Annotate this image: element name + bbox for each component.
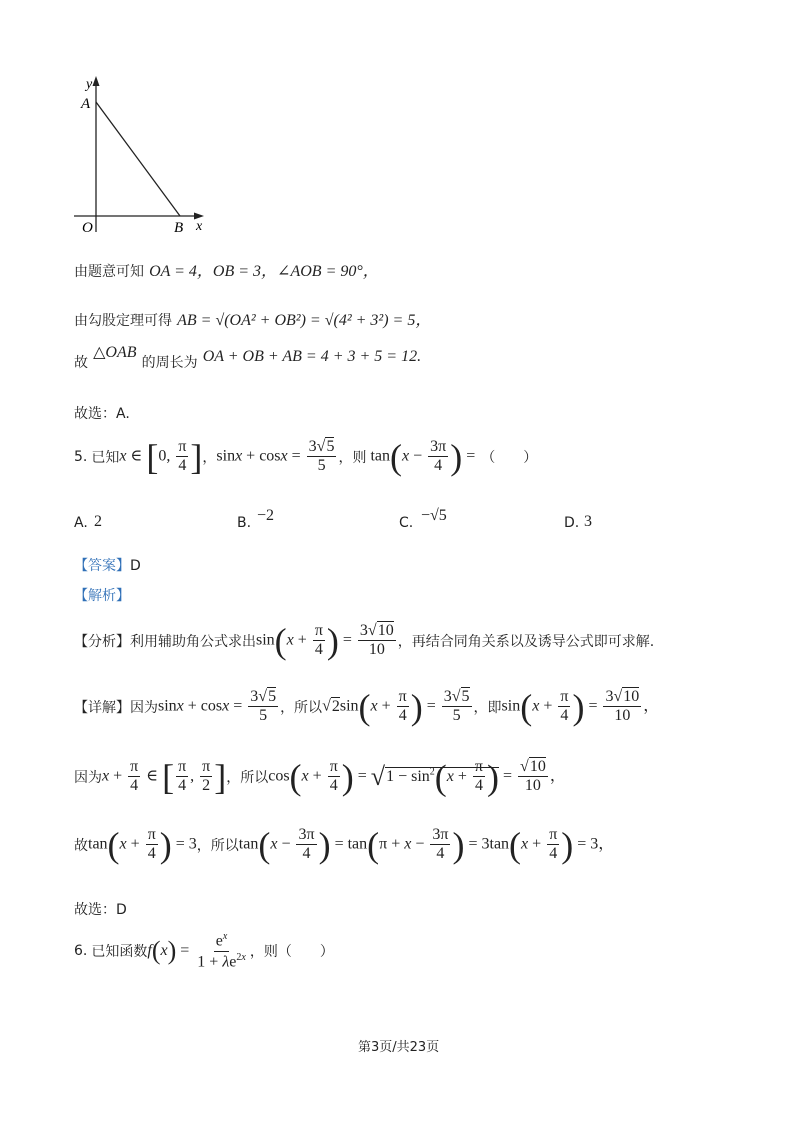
q5-stem bbox=[74, 438, 537, 476]
option-a-value: 2 bbox=[94, 513, 102, 530]
xiangjie-tag: 【详解】 bbox=[74, 699, 130, 716]
q6-tail: ，则（ ） bbox=[249, 944, 334, 961]
solution4-line2 bbox=[74, 307, 431, 330]
q5-options bbox=[74, 507, 634, 535]
option-d-letter[interactable]: D. bbox=[564, 515, 580, 531]
page-footer: 第3页/共23页 bbox=[358, 1040, 440, 1055]
q5-ze: ，则 bbox=[338, 449, 367, 466]
triangle-figure bbox=[70, 72, 220, 237]
solution4-line3 bbox=[74, 344, 422, 372]
solution4-line1 bbox=[74, 258, 379, 281]
y-axis-arrow bbox=[93, 76, 100, 86]
q5-intro: 已知 bbox=[91, 449, 120, 466]
option-c-value: −√5 bbox=[421, 507, 447, 524]
option-c-letter[interactable]: C. bbox=[399, 515, 414, 531]
q5-paren: （ ） bbox=[481, 449, 538, 466]
solution4-line1-math: OA = 4，OB = 3，∠AOB = 90°， bbox=[149, 263, 379, 280]
solution4-line3-triangle: △OAB bbox=[93, 344, 137, 361]
solution4-line1-text: 由题意可知 bbox=[74, 264, 144, 280]
q5-answer bbox=[74, 555, 141, 575]
solution4-line2-math: AB = √(OA² + OB²) = √(4² + 3²) = 5， bbox=[177, 312, 432, 329]
q5-xiangjie-line2 bbox=[74, 758, 566, 796]
q6-stem bbox=[74, 931, 334, 971]
xiangjie-result: sin(x + $\frac{\pi}{4}$ ) = $\frac{3√10}{10}$ ， bbox=[501, 686, 660, 727]
solution4-line3-math: OA + OB + AB = 4 + 3 + 5 = 12. bbox=[202, 348, 422, 365]
answer-value: D bbox=[130, 558, 141, 574]
q6-function: f(x) = $\frac{e^x}{1 + \lambda e^{2x}}$ bbox=[147, 931, 246, 971]
answer-tag: 【答案】 bbox=[74, 558, 130, 574]
q5-final: 故选：D bbox=[74, 902, 127, 918]
label-b: B bbox=[174, 220, 184, 236]
fenxi-formula: sin(x + $\frac{\pi}{4}$ ) = $\frac{3√10}{10}$ bbox=[256, 620, 394, 661]
q5-comma: ， bbox=[202, 449, 217, 466]
q5-domain: x ∈ [0, $\frac{\pi}{4}$ ] bbox=[119, 436, 203, 477]
q5-target: tan(x − $\frac{3\pi}{4}$ ) = bbox=[370, 436, 476, 477]
xiangjie-given: sinx + cosx = $\frac{3√5}{5}$ bbox=[158, 688, 277, 725]
solution4-line3-text-b: 的周长为 bbox=[141, 355, 198, 371]
q5-fenxi bbox=[74, 622, 654, 660]
solution4-line2-text: 由勾股定理可得 bbox=[74, 313, 172, 329]
solution4-answer: 故选：A. bbox=[74, 406, 130, 422]
line3-b: ，所以 bbox=[196, 837, 239, 854]
option-a-letter[interactable]: A. bbox=[74, 515, 88, 531]
solution4-line3-text-a: 故 bbox=[74, 355, 88, 371]
q6-number: 6. bbox=[74, 943, 88, 960]
q5-xiangjie-line1 bbox=[74, 688, 659, 726]
fenxi-text-b: ，再结合同角关系以及诱导公式即可求解. bbox=[397, 633, 655, 650]
option-b-value: −2 bbox=[257, 507, 275, 524]
line2-range: x + $\frac{\pi}{4}$ ∈ [ $\frac{\pi}{4}$ , $\frac{\pi}{2}$ ] bbox=[102, 756, 227, 797]
xiangjie-c: ，即 bbox=[473, 699, 502, 716]
fenxi-text-a: 利用辅助角公式求出 bbox=[130, 633, 256, 650]
line3-a: 故 bbox=[74, 837, 88, 854]
label-x: x bbox=[196, 219, 203, 234]
q5-number: 5. bbox=[74, 448, 88, 465]
line2-formula: cos(x + $\frac{\pi}{4}$ ) = $√1 - \sin^2(x$ + $\frac{\pi}{4}$ ) = $\frac{√10}{10}$ ， bbox=[268, 756, 566, 797]
analysis-tag: 【解析】 bbox=[74, 588, 130, 604]
line2-b: ，所以 bbox=[226, 769, 269, 786]
q6-intro: 已知函数 bbox=[91, 944, 148, 961]
label-y: y bbox=[86, 77, 93, 92]
xiangjie-b: ，所以 bbox=[280, 699, 323, 716]
line3-chain: tan(x − $\frac{3\pi}{4}$ ) = tan(π + x − $\frac{3\pi}{4}$ ) = 3tan(x + $\frac{\pi}{4}$ ) = 3， bbox=[238, 824, 615, 865]
line2-a: 因为 bbox=[74, 769, 102, 786]
q5-condition: sinx + cosx = $\frac{3√5}{5}$ bbox=[216, 438, 335, 475]
fenxi-tag: 【分析】 bbox=[74, 633, 130, 650]
segment-ab bbox=[96, 102, 180, 216]
option-b-letter[interactable]: B. bbox=[237, 515, 252, 531]
label-a: A bbox=[81, 96, 91, 112]
q5-xiangjie-line3 bbox=[74, 826, 614, 864]
xiangjie-a: 因为 bbox=[130, 699, 158, 716]
line3-tan: tan(x + $\frac{\pi}{4}$ ) = 3 bbox=[88, 824, 197, 865]
option-d-value: 3 bbox=[584, 513, 592, 530]
label-o: O bbox=[82, 220, 93, 236]
xiangjie-step: √2sin(x + $\frac{\pi}{4}$ ) = $\frac{3√5}{5}$ bbox=[322, 686, 470, 727]
